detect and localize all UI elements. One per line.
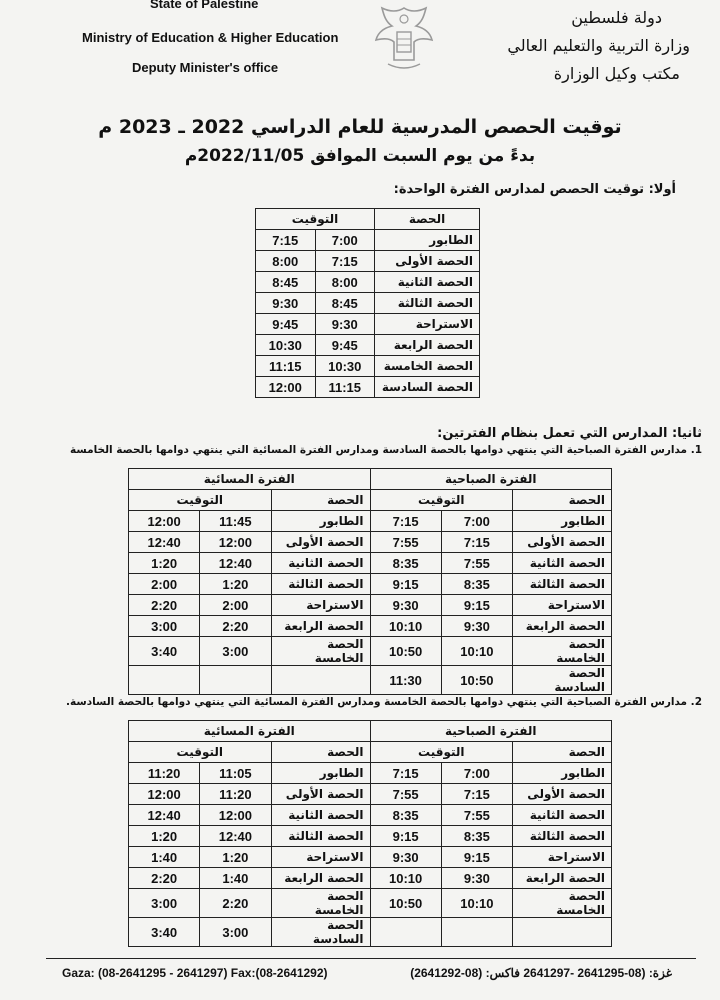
- evening-period-name: الحصة الثالثة: [271, 826, 370, 847]
- evening-time-to: 2:00: [129, 574, 200, 595]
- morning-shift-header: الفترة الصباحية: [370, 469, 612, 490]
- table-row: [129, 574, 612, 595]
- evening-period-name: الحصة الرابعة: [271, 868, 370, 889]
- evening-time-from: 11:20: [200, 784, 271, 805]
- morning-time-from: 7:15: [441, 784, 512, 805]
- col-time-header: التوقيت: [370, 742, 513, 763]
- evening-period-name: الاستراحة: [271, 847, 370, 868]
- evening-time-from: 1:40: [200, 868, 271, 889]
- table-row: [129, 595, 612, 616]
- morning-time-to: 9:15: [370, 826, 441, 847]
- evening-time-from: 3:00: [200, 918, 271, 947]
- evening-shift-header: الفترة المسائية: [129, 469, 371, 490]
- evening-time-from: 12:40: [200, 826, 271, 847]
- evening-time-to: 12:40: [129, 532, 200, 553]
- morning-time-from: 10:10: [441, 889, 512, 918]
- morning-time-from: 8:35: [441, 826, 512, 847]
- table-row: [256, 230, 480, 251]
- table-row: [129, 637, 612, 666]
- section1-heading: أولا: توقيت الحصص لمدارس الفترة الواحدة:: [393, 182, 676, 197]
- table-row: [256, 251, 480, 272]
- evening-period-name: الحصة الثانية: [271, 553, 370, 574]
- evening-time-from: 11:45: [200, 511, 271, 532]
- time-from: 8:00: [315, 272, 375, 293]
- col-time-header: التوقيت: [129, 742, 272, 763]
- evening-period-name: الحصة الخامسة: [271, 637, 370, 666]
- morning-period-name: الحصة السادسة: [513, 666, 612, 695]
- evening-period-name: الحصة السادسة: [271, 918, 370, 947]
- table-row: [129, 847, 612, 868]
- table-row: [129, 868, 612, 889]
- evening-time-from: 1:20: [200, 574, 271, 595]
- document-title: توقيت الحصص المدرسية للعام الدراسي 2022 ـ 2023 م: [98, 116, 622, 138]
- morning-time-from: 7:55: [441, 805, 512, 826]
- table-row: [256, 272, 480, 293]
- document-subtitle: بدءً من يوم السبت الموافق 2022/11/05م: [184, 146, 536, 166]
- period-name: الحصة الثالثة: [375, 293, 480, 314]
- col-time-header: التوقيت: [370, 490, 513, 511]
- time-from: 11:15: [315, 377, 375, 398]
- morning-period-name: الاستراحة: [513, 595, 612, 616]
- morning-time-from: 10:10: [441, 637, 512, 666]
- table-row: [129, 805, 612, 826]
- table-row: [256, 356, 480, 377]
- time-from: 9:45: [315, 335, 375, 356]
- morning-period-name: الاستراحة: [513, 847, 612, 868]
- period-name: الحصة الأولى: [375, 251, 480, 272]
- footer-divider: [46, 958, 696, 959]
- morning-time-to: 9:30: [370, 847, 441, 868]
- period-name: الطابور: [375, 230, 480, 251]
- time-to: 8:00: [256, 251, 316, 272]
- evening-time-to: 3:40: [129, 918, 200, 947]
- morning-time-from: [441, 918, 512, 947]
- col-period-header: الحصة: [513, 742, 612, 763]
- table-row: [129, 918, 612, 947]
- time-to: 7:15: [256, 230, 316, 251]
- section2-sub2: 2. مدارس الفترة الصباحية التي ينتهي دوامها بالحصة الخامسة ومدارس الفترة المسائية التي ينتهي دوامها بالحصة السادسة.: [66, 696, 702, 708]
- morning-time-from: 7:00: [441, 763, 512, 784]
- table-row: [256, 293, 480, 314]
- morning-time-from: 9:30: [441, 616, 512, 637]
- evening-time-from: 2:20: [200, 889, 271, 918]
- morning-time-to: [370, 918, 441, 947]
- morning-period-name: الحصة الرابعة: [513, 868, 612, 889]
- header-state-ar: دولة فلسطين: [571, 8, 662, 27]
- period-name: الحصة السادسة: [375, 377, 480, 398]
- morning-period-name: الحصة الثانية: [513, 805, 612, 826]
- time-to: 10:30: [256, 335, 316, 356]
- morning-period-name: الحصة الثانية: [513, 553, 612, 574]
- header-ministry-ar: وزارة التربية والتعليم العالي: [507, 36, 690, 55]
- evening-time-from: 12:00: [200, 805, 271, 826]
- time-from: 7:00: [315, 230, 375, 251]
- morning-time-to: 10:10: [370, 616, 441, 637]
- two-shift-table-2: [128, 720, 612, 947]
- col-period-header: الحصة: [375, 209, 480, 230]
- footer-contact-ar: غزة: (08-2641295 -2641297 فاكس: (08-2641292): [410, 966, 672, 980]
- morning-period-name: الحصة الخامسة: [513, 637, 612, 666]
- morning-period-name: الحصة الرابعة: [513, 616, 612, 637]
- morning-time-from: 8:35: [441, 574, 512, 595]
- single-shift-table: [255, 208, 480, 398]
- time-from: 8:45: [315, 293, 375, 314]
- morning-shift-header: الفترة الصباحية: [370, 721, 612, 742]
- evening-time-to: 12:00: [129, 511, 200, 532]
- table-row: [129, 826, 612, 847]
- morning-period-name: الحصة الثالثة: [513, 826, 612, 847]
- evening-period-name: الطابور: [271, 763, 370, 784]
- col-time-header: التوقيت: [256, 209, 375, 230]
- evening-period-name: الحصة الخامسة: [271, 889, 370, 918]
- morning-time-to: 7:55: [370, 532, 441, 553]
- period-name: الاستراحة: [375, 314, 480, 335]
- time-from: 7:15: [315, 251, 375, 272]
- morning-time-to: 7:55: [370, 784, 441, 805]
- evening-time-to: 1:20: [129, 826, 200, 847]
- morning-time-from: 7:55: [441, 553, 512, 574]
- period-name: الحصة الخامسة: [375, 356, 480, 377]
- evening-period-name: الحصة الأولى: [271, 532, 370, 553]
- table-row: [129, 784, 612, 805]
- evening-period-name: الطابور: [271, 511, 370, 532]
- morning-time-to: 10:10: [370, 868, 441, 889]
- evening-time-from: 12:00: [200, 532, 271, 553]
- time-to: 9:30: [256, 293, 316, 314]
- table-row: [129, 553, 612, 574]
- col-period-header: الحصة: [271, 490, 370, 511]
- time-from: 9:30: [315, 314, 375, 335]
- morning-time-from: 9:15: [441, 847, 512, 868]
- morning-time-to: 7:15: [370, 763, 441, 784]
- morning-time-from: 7:15: [441, 532, 512, 553]
- morning-time-to: 7:15: [370, 511, 441, 532]
- evening-period-name: الاستراحة: [271, 595, 370, 616]
- morning-time-from: 9:15: [441, 595, 512, 616]
- morning-time-from: 7:00: [441, 511, 512, 532]
- morning-time-to: 8:35: [370, 553, 441, 574]
- evening-time-from: 12:40: [200, 553, 271, 574]
- col-period-header: الحصة: [271, 742, 370, 763]
- evening-time-to: 1:20: [129, 553, 200, 574]
- morning-period-name: الطابور: [513, 511, 612, 532]
- morning-time-to: 9:30: [370, 595, 441, 616]
- table-row: [256, 314, 480, 335]
- evening-time-to: 3:00: [129, 616, 200, 637]
- morning-period-name: الحصة الأولى: [513, 532, 612, 553]
- table-row: [129, 616, 612, 637]
- morning-time-from: 10:50: [441, 666, 512, 695]
- morning-time-to: 9:15: [370, 574, 441, 595]
- table-row: [129, 763, 612, 784]
- footer-contact-en: Gaza: (08-2641295 - 2641297) Fax:(08-2641292): [62, 966, 328, 980]
- time-to: 9:45: [256, 314, 316, 335]
- header-state-en: State of Palestine: [150, 0, 259, 11]
- evening-period-name: الحصة الرابعة: [271, 616, 370, 637]
- time-to: 8:45: [256, 272, 316, 293]
- section2-sub1: 1. مدارس الفترة الصباحية التي ينتهي دوامها بالحصة السادسة ومدارس الفترة المسائية التي ينتهي دوامها بالحصة الخامسة: [70, 444, 702, 456]
- evening-time-from: [200, 666, 271, 695]
- col-period-header: الحصة: [513, 490, 612, 511]
- evening-time-from: 2:20: [200, 616, 271, 637]
- evening-time-to: 2:20: [129, 595, 200, 616]
- table-row: [129, 666, 612, 695]
- header-ministry-en: Ministry of Education & Higher Education: [82, 30, 339, 45]
- col-time-header: التوقيت: [129, 490, 272, 511]
- evening-time-to: 12:00: [129, 784, 200, 805]
- table-row: [129, 532, 612, 553]
- evening-time-to: 3:00: [129, 889, 200, 918]
- evening-period-name: الحصة الثالثة: [271, 574, 370, 595]
- morning-period-name: [513, 918, 612, 947]
- time-from: 10:30: [315, 356, 375, 377]
- period-name: الحصة الرابعة: [375, 335, 480, 356]
- evening-time-from: 1:20: [200, 847, 271, 868]
- evening-period-name: [271, 666, 370, 695]
- evening-time-from: 3:00: [200, 637, 271, 666]
- section2-heading: ثانيا: المدارس التي تعمل بنظام الفترتين:: [437, 426, 702, 441]
- evening-time-to: 3:40: [129, 637, 200, 666]
- evening-time-to: [129, 666, 200, 695]
- evening-time-to: 1:40: [129, 847, 200, 868]
- morning-time-from: 9:30: [441, 868, 512, 889]
- evening-period-name: الحصة الأولى: [271, 784, 370, 805]
- time-to: 11:15: [256, 356, 316, 377]
- evening-shift-header: الفترة المسائية: [129, 721, 371, 742]
- evening-time-to: 11:20: [129, 763, 200, 784]
- morning-period-name: الحصة الخامسة: [513, 889, 612, 918]
- evening-time-to: 12:40: [129, 805, 200, 826]
- table-row: [129, 511, 612, 532]
- morning-time-to: 11:30: [370, 666, 441, 695]
- two-shift-table-1: [128, 468, 612, 695]
- morning-time-to: 10:50: [370, 637, 441, 666]
- morning-period-name: الحصة الثالثة: [513, 574, 612, 595]
- evening-time-from: 11:05: [200, 763, 271, 784]
- morning-period-name: الحصة الأولى: [513, 784, 612, 805]
- morning-time-to: 8:35: [370, 805, 441, 826]
- table-row: [129, 889, 612, 918]
- table-row: [256, 377, 480, 398]
- header-office-ar: مكتب وكيل الوزارة: [553, 64, 680, 83]
- header-office-en: Deputy Minister's office: [132, 60, 279, 75]
- evening-time-to: 2:20: [129, 868, 200, 889]
- period-name: الحصة الثانية: [375, 272, 480, 293]
- morning-period-name: الطابور: [513, 763, 612, 784]
- time-to: 12:00: [256, 377, 316, 398]
- evening-period-name: الحصة الثانية: [271, 805, 370, 826]
- evening-time-from: 2:00: [200, 595, 271, 616]
- table-row: [256, 335, 480, 356]
- morning-time-to: 10:50: [370, 889, 441, 918]
